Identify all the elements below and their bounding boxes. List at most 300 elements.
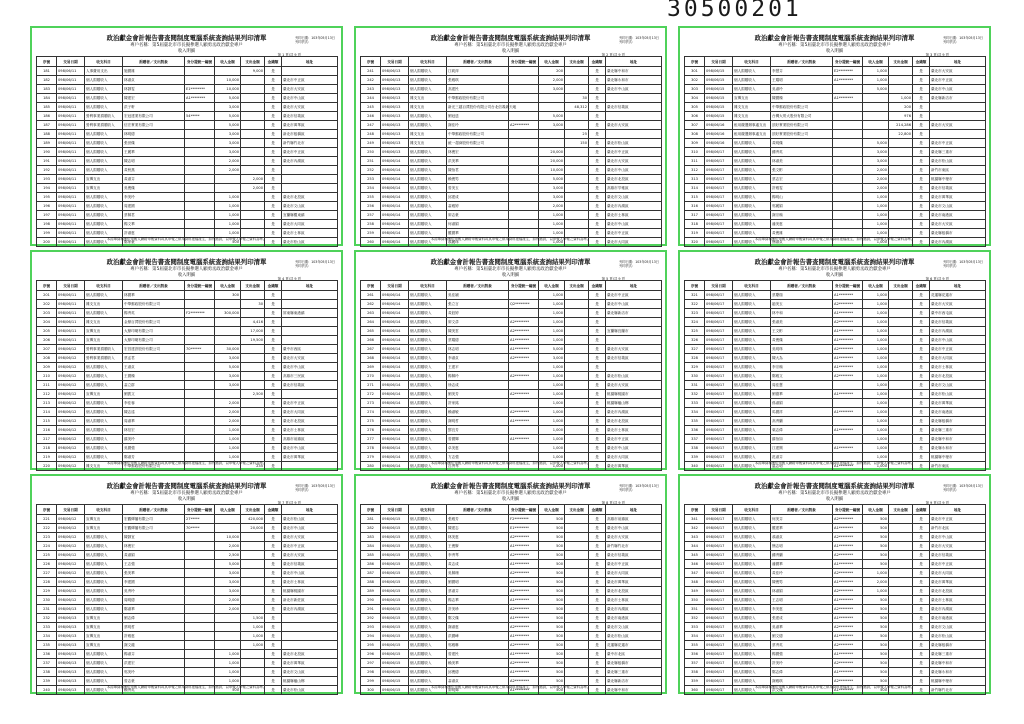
table-cell: 李秀琴 xyxy=(447,551,509,560)
table-cell: 420,000 xyxy=(241,515,265,524)
table-cell: 241 xyxy=(361,67,381,76)
table-cell: 500 xyxy=(863,551,889,560)
table-cell: 232 xyxy=(37,614,57,623)
table-cell: A1******** xyxy=(833,94,863,103)
table-row xyxy=(37,632,338,641)
table-cell: 5,000 xyxy=(539,175,565,184)
table-cell: 羅國華 xyxy=(447,229,509,238)
table-cell: 是 xyxy=(913,596,930,605)
table-cell: 臺北市大安區 xyxy=(606,381,662,390)
table-cell: 個人捐贈收入 xyxy=(409,345,447,354)
table-cell xyxy=(215,524,241,533)
table-cell: 臺北縣三重市 xyxy=(606,668,662,677)
table-cell: A1******** xyxy=(833,596,863,605)
table-cell: A2******** xyxy=(509,318,539,327)
table-cell: 個人捐贈收入 xyxy=(409,542,447,551)
table-cell xyxy=(185,139,215,148)
table-cell: 098/06/17 xyxy=(705,650,733,659)
table-cell: 宣傳支出 xyxy=(85,623,123,632)
table-cell: 個人捐贈收入 xyxy=(409,85,447,94)
table-cell: 臺北市文山區 xyxy=(282,668,338,677)
table-cell: 235 xyxy=(37,641,57,650)
column-header: 身分證統一編號 xyxy=(185,281,215,291)
table-cell: 202 xyxy=(37,300,57,309)
table-cell: 1,000 xyxy=(215,677,241,686)
table-cell: 臺北市北投區 xyxy=(606,587,662,596)
table-row xyxy=(685,166,986,175)
table-cell xyxy=(241,605,265,614)
table-cell: 是 xyxy=(265,130,282,139)
table-cell: 楊志華 xyxy=(447,596,509,605)
table-cell: 林國華 xyxy=(123,291,185,300)
table-cell: 溫志明 xyxy=(771,462,833,471)
table-cell: 是 xyxy=(265,515,282,524)
table-cell xyxy=(565,193,589,202)
section-label: 收入明細 xyxy=(825,273,844,278)
table-cell: 簡志明 xyxy=(771,542,833,551)
table-cell: A1******** xyxy=(509,345,539,354)
table-cell: 098/06/17 xyxy=(705,372,733,381)
table-cell: 蔡明哲 xyxy=(123,623,185,632)
table-cell: A1******** xyxy=(509,686,539,695)
table-cell: 臺北市文山區 xyxy=(606,193,662,202)
table-cell: 2,000 xyxy=(215,157,241,166)
table-cell: 098/06/17 xyxy=(705,435,733,444)
table-row xyxy=(685,605,986,614)
table-cell: 是 xyxy=(589,668,606,677)
table-cell: 劉國明 xyxy=(447,578,509,587)
table-cell: 個人捐贈收入 xyxy=(85,76,123,85)
table-cell: 260 xyxy=(361,238,381,247)
table-cell xyxy=(889,318,913,327)
table-header-row xyxy=(37,505,338,515)
table-cell xyxy=(833,157,863,166)
print-info xyxy=(943,36,983,44)
table-cell: 蕭淑貞 xyxy=(447,677,509,686)
table-cell xyxy=(565,157,589,166)
table-cell xyxy=(833,148,863,157)
table-cell: 098/06/15 xyxy=(381,677,409,686)
table-cell: 臺北市中山區 xyxy=(606,300,662,309)
table-cell: 098/06/13 xyxy=(381,130,409,139)
table-cell: 098/06/17 xyxy=(705,578,733,587)
table-cell: 268 xyxy=(361,354,381,363)
table-cell: 楊秀英 xyxy=(123,309,185,318)
table-cell xyxy=(509,67,539,76)
table-cell xyxy=(185,605,215,614)
table-cell: 1,000 xyxy=(539,408,565,417)
table-cell: 220 xyxy=(37,462,57,471)
table-row xyxy=(685,551,986,560)
account-name: 專戶名稱：第5屆臺北市市長擬參選人顧勇丞政治獻金專戶 xyxy=(130,43,243,48)
table-cell: 1,000 xyxy=(863,300,889,309)
table-cell: 2,000 xyxy=(215,596,241,605)
table-cell: 周建國 xyxy=(123,202,185,211)
table-cell: A1******** xyxy=(509,668,539,677)
table-cell xyxy=(606,363,662,372)
table-cell: E2******** xyxy=(833,67,863,76)
table-cell: 338 xyxy=(685,444,705,453)
table-cell: 098/06/12 xyxy=(57,533,85,542)
table-cell: 219 xyxy=(37,453,57,462)
table-cell: 是 xyxy=(913,112,930,121)
table-cell: 189 xyxy=(37,139,57,148)
table-cell: 是 xyxy=(265,112,282,121)
table-cell: 098/06/12 xyxy=(57,560,85,569)
table-cell: 個人捐贈收入 xyxy=(85,157,123,166)
table-cell xyxy=(185,202,215,211)
table-row xyxy=(361,130,662,139)
column-header: 序號 xyxy=(685,57,705,67)
table-cell: 3,000 xyxy=(215,587,241,596)
table-cell: 2,000 xyxy=(539,76,565,85)
table-cell: 是 xyxy=(913,399,930,408)
table-cell: 臺北市信義區 xyxy=(606,354,662,363)
column-header: 收支科目 xyxy=(85,281,123,291)
table-row xyxy=(361,650,662,659)
table-cell xyxy=(889,148,913,157)
table-cell: 351 xyxy=(685,605,705,614)
table-cell xyxy=(185,327,215,336)
table-row xyxy=(361,578,662,587)
table-header-row xyxy=(685,505,986,515)
table-cell: 個人捐贈收入 xyxy=(85,193,123,202)
sheet-footer-note: 本清單資料係依申報人網路申報資料或其申報之紙本資料建檔產生，如有錯誤，以申報人申報之資料為準。 xyxy=(106,685,267,689)
table-cell: 個人捐贈收入 xyxy=(85,551,123,560)
table-cell: 臺北縣新店市 xyxy=(606,677,662,686)
table-cell: 256 xyxy=(361,202,381,211)
table-cell: 是 xyxy=(265,668,282,677)
table-cell xyxy=(889,659,913,668)
table-cell: 222 xyxy=(37,524,57,533)
table-cell: 臺北縣永和市 xyxy=(606,76,662,85)
table-row xyxy=(37,551,338,560)
table-cell: A1******** xyxy=(833,363,863,372)
table-cell: 臺北市萬華區 xyxy=(282,453,338,462)
table-cell: 王建平 xyxy=(447,363,509,372)
print-page-label: 列印頁次： xyxy=(295,488,312,492)
table-cell: 是 xyxy=(913,390,930,399)
table-cell: 臺北市中山區 xyxy=(606,444,662,453)
table-cell xyxy=(282,318,338,327)
table-cell: 264 xyxy=(361,318,381,327)
table-cell: 098/06/17 xyxy=(705,354,733,363)
table-cell: 3,000 xyxy=(215,130,241,139)
table-cell: 1,000 xyxy=(863,211,889,220)
print-info xyxy=(295,484,335,492)
table-cell: 344 xyxy=(685,542,705,551)
table-cell: 098/06/14 xyxy=(381,435,409,444)
table-row xyxy=(685,300,986,309)
column-header: 收支科目 xyxy=(733,57,771,67)
table-cell: 是 xyxy=(913,408,930,417)
table-cell: 翁麗珠 xyxy=(447,238,509,247)
table-cell: 個人捐贈收入 xyxy=(409,578,447,587)
table-cell: 林淑美 xyxy=(771,157,833,166)
table-cell: 宏觀傳播有限公司 xyxy=(123,515,185,524)
table-cell: 是 xyxy=(913,211,930,220)
table-cell: A2******** xyxy=(509,677,539,686)
table-cell: 是 xyxy=(265,157,282,166)
table-cell xyxy=(833,220,863,229)
table-cell xyxy=(889,578,913,587)
table-cell: 304 xyxy=(685,94,705,103)
table-cell: 臺北市中正區 xyxy=(930,139,986,148)
table-cell xyxy=(241,542,265,551)
table-cell: 臺北縣板橋市 xyxy=(606,659,662,668)
table-cell: 是 xyxy=(913,220,930,229)
table-cell: 臺北市大同區 xyxy=(606,238,662,247)
table-cell: 曾志豪 xyxy=(123,677,185,686)
table-cell: 10,000 xyxy=(215,85,241,94)
table-cell xyxy=(565,435,589,444)
table-row xyxy=(685,542,986,551)
table-cell: 3,000 xyxy=(539,193,565,202)
table-cell: 臺北市士林區 xyxy=(606,211,662,220)
table-cell: 098/06/11 xyxy=(57,211,85,220)
table-cell: 個人捐贈收入 xyxy=(733,605,771,614)
table-cell: 500 xyxy=(215,686,241,695)
table-cell xyxy=(889,632,913,641)
report-title: 政治獻金會計報告書查閱制度電腦系統查詢結果列印清單 xyxy=(106,34,267,42)
table-cell: 是 xyxy=(589,659,606,668)
table-cell: 臺北市南港區 xyxy=(930,211,986,220)
table-cell xyxy=(241,148,265,157)
table-cell xyxy=(185,632,215,641)
table-cell xyxy=(889,354,913,363)
table-cell: 個人捐贈收入 xyxy=(733,148,771,157)
table-cell xyxy=(282,632,338,641)
table-cell: 是 xyxy=(265,614,282,623)
table-cell: 是 xyxy=(913,193,930,202)
table-cell: 許美玲 xyxy=(771,659,833,668)
table-cell xyxy=(889,175,913,184)
table-cell: 臺北縣三重市 xyxy=(930,426,986,435)
table-cell: A2******** xyxy=(833,605,863,614)
table-cell: 黃秋燕 xyxy=(123,166,185,175)
table-row xyxy=(361,85,662,94)
table-cell xyxy=(833,112,863,121)
table-cell: 是 xyxy=(265,166,282,175)
table-cell: 雜支支出 xyxy=(733,112,771,121)
table-cell: 289 xyxy=(361,587,381,596)
table-cell: 252 xyxy=(361,166,381,175)
table-cell: 183 xyxy=(37,85,57,94)
table-cell: 宣傳支出 xyxy=(733,94,771,103)
table-cell: 098/06/11 xyxy=(57,300,85,309)
table-cell xyxy=(889,157,913,166)
table-cell: 個人捐贈收入 xyxy=(733,542,771,551)
table-cell: 臺北市信義區 xyxy=(930,318,986,327)
table-cell: 是 xyxy=(589,202,606,211)
table-row xyxy=(685,623,986,632)
table-cell: 是 xyxy=(265,381,282,390)
table-row xyxy=(685,524,986,533)
column-header: 地址 xyxy=(606,281,662,291)
table-cell: 鄭志偉 xyxy=(771,668,833,677)
table-cell: 林淑貞 xyxy=(123,76,185,85)
table-cell: 251 xyxy=(361,157,381,166)
table-cell xyxy=(241,220,265,229)
table-cell: 個人捐贈收入 xyxy=(733,578,771,587)
table-cell: 個人捐贈收入 xyxy=(733,327,771,336)
table-cell: 279 xyxy=(361,453,381,462)
table-cell: 2,000 xyxy=(215,605,241,614)
table-cell: 2,000 xyxy=(215,399,241,408)
table-cell: 198 xyxy=(37,220,57,229)
table-cell: 臺北市萬華區 xyxy=(282,659,338,668)
table-cell xyxy=(565,211,589,220)
table-cell: 098/06/11 xyxy=(57,121,85,130)
table-cell: 098/06/11 xyxy=(57,336,85,345)
table-cell: 個人捐贈收入 xyxy=(409,381,447,390)
table-cell: 個人捐贈收入 xyxy=(733,318,771,327)
table-cell: 214 xyxy=(37,408,57,417)
table-header-row xyxy=(361,57,662,67)
table-cell xyxy=(833,139,863,148)
table-cell: 098/06/12 xyxy=(57,453,85,462)
table-cell: 個人捐贈收入 xyxy=(409,560,447,569)
table-cell: 098/06/13 xyxy=(57,641,85,650)
table-cell: 是 xyxy=(265,587,282,596)
table-cell: 327 xyxy=(685,345,705,354)
table-cell: 286 xyxy=(361,560,381,569)
table-cell: 個人捐贈收入 xyxy=(85,542,123,551)
table-cell: 羅建華 xyxy=(771,524,833,533)
table-cell: 是 xyxy=(913,677,930,686)
table-cell: 臺北市中山區 xyxy=(606,220,662,229)
table-cell: 342 xyxy=(685,524,705,533)
table-cell: 臺北市萬華區 xyxy=(606,578,662,587)
table-cell: 是 xyxy=(265,569,282,578)
table-row xyxy=(685,291,986,300)
table-row xyxy=(37,668,338,677)
table-cell: 臺北市文山區 xyxy=(282,202,338,211)
table-cell: 個人捐贈收入 xyxy=(409,462,447,471)
table-cell: 新竹縣竹北市 xyxy=(606,542,662,551)
table-cell: 臺北市內湖區 xyxy=(930,238,986,247)
table-cell: 許雅雯 xyxy=(771,184,833,193)
table-cell: 1,000 xyxy=(863,309,889,318)
table-cell: 098/06/17 xyxy=(705,524,733,533)
table-cell: 臺北縣板橋市 xyxy=(930,641,986,650)
table-cell: 181 xyxy=(37,67,57,76)
table-cell xyxy=(185,444,215,453)
table-cell: 臺北市中正區 xyxy=(606,560,662,569)
table-cell: 500 xyxy=(539,677,565,686)
table-row xyxy=(361,336,662,345)
table-cell: A1******** xyxy=(509,542,539,551)
table-cell: 蔡佩君 xyxy=(123,211,185,220)
table-cell: 098/06/12 xyxy=(57,417,85,426)
table-cell: 203 xyxy=(37,309,57,318)
table-cell xyxy=(282,300,338,309)
table-cell xyxy=(889,211,913,220)
table-cell: 098/06/14 xyxy=(381,309,409,318)
print-page-label: 列印頁次： xyxy=(943,264,960,268)
table-cell: A1******** xyxy=(833,76,863,85)
table-cell: 1,000 xyxy=(863,67,889,76)
table-cell xyxy=(282,175,338,184)
report-title: 政治獻金會計報告書查閱制度電腦系統查詢結果列印清單 xyxy=(754,482,915,490)
table-cell: 098/06/14 xyxy=(381,300,409,309)
table-cell: 個人捐贈收入 xyxy=(733,408,771,417)
table-header-row xyxy=(37,57,338,67)
table-cell: 228 xyxy=(37,578,57,587)
table-cell xyxy=(565,202,589,211)
table-cell: 098/06/13 xyxy=(57,632,85,641)
table-cell: A2******** xyxy=(509,121,539,130)
column-header: 收支科目 xyxy=(733,281,771,291)
table-cell xyxy=(241,76,265,85)
table-cell: 098/06/15 xyxy=(381,596,409,605)
table-cell: 劉文德 xyxy=(771,632,833,641)
table-cell: 個人捐贈收入 xyxy=(409,453,447,462)
table-cell xyxy=(241,435,265,444)
table-cell: 是 xyxy=(589,103,606,112)
table-cell: 臺北市中正區 xyxy=(606,229,662,238)
table-cell: 1,000 xyxy=(863,426,889,435)
table-cell: 徐志成 xyxy=(447,381,509,390)
table-cell: 1,000 xyxy=(863,408,889,417)
table-row xyxy=(685,614,986,623)
report-sheet xyxy=(354,26,667,246)
table-row xyxy=(685,399,986,408)
table-cell: 雜支支出 xyxy=(733,103,771,112)
table-cell: A2******** xyxy=(833,300,863,309)
table-row xyxy=(685,435,986,444)
table-cell: 5,000 xyxy=(539,345,565,354)
table-row xyxy=(685,426,986,435)
table-cell: A2******** xyxy=(833,515,863,524)
table-cell: 1,000 xyxy=(863,390,889,399)
table-cell: 269 xyxy=(361,363,381,372)
column-header: 支出金額 xyxy=(889,281,913,291)
table-cell: 臺北市松山區 xyxy=(606,372,662,381)
table-cell: 邱建成 xyxy=(447,193,509,202)
table-cell: 個人捐贈收入 xyxy=(409,435,447,444)
table-cell: 楊佩玲 xyxy=(447,372,509,381)
table-cell: 355 xyxy=(685,641,705,650)
table-cell: 個人捐贈收入 xyxy=(733,435,771,444)
table-cell: 個人捐贈收入 xyxy=(409,417,447,426)
table-cell: 個人捐贈收入 xyxy=(733,139,771,148)
table-cell: 201 xyxy=(37,291,57,300)
table-cell: F2******** xyxy=(509,515,539,524)
table-cell: 098/06/11 xyxy=(57,94,85,103)
table-cell: 343 xyxy=(685,533,705,542)
table-cell: 098/06/14 xyxy=(381,453,409,462)
table-row xyxy=(37,408,338,417)
table-cell: 184 xyxy=(37,94,57,103)
table-cell xyxy=(863,94,889,103)
table-row xyxy=(37,94,338,103)
table-cell: 臺北市大同區 xyxy=(282,220,338,229)
table-row xyxy=(361,363,662,372)
table-cell xyxy=(241,291,265,300)
table-cell: 個人捐贈收入 xyxy=(85,103,123,112)
table-cell: 蔡志宏 xyxy=(771,175,833,184)
table-cell: 臺北市松山區 xyxy=(282,686,338,695)
table-cell: 是 xyxy=(913,686,930,695)
table-cell: 098/06/17 xyxy=(705,184,733,193)
table-cell: 3,000 xyxy=(215,381,241,390)
table-cell: 5,000 xyxy=(215,112,241,121)
table-row xyxy=(685,668,986,677)
column-header: 序號 xyxy=(361,281,381,291)
table-cell: A2******** xyxy=(833,569,863,578)
table-cell: 098/06/12 xyxy=(57,390,85,399)
